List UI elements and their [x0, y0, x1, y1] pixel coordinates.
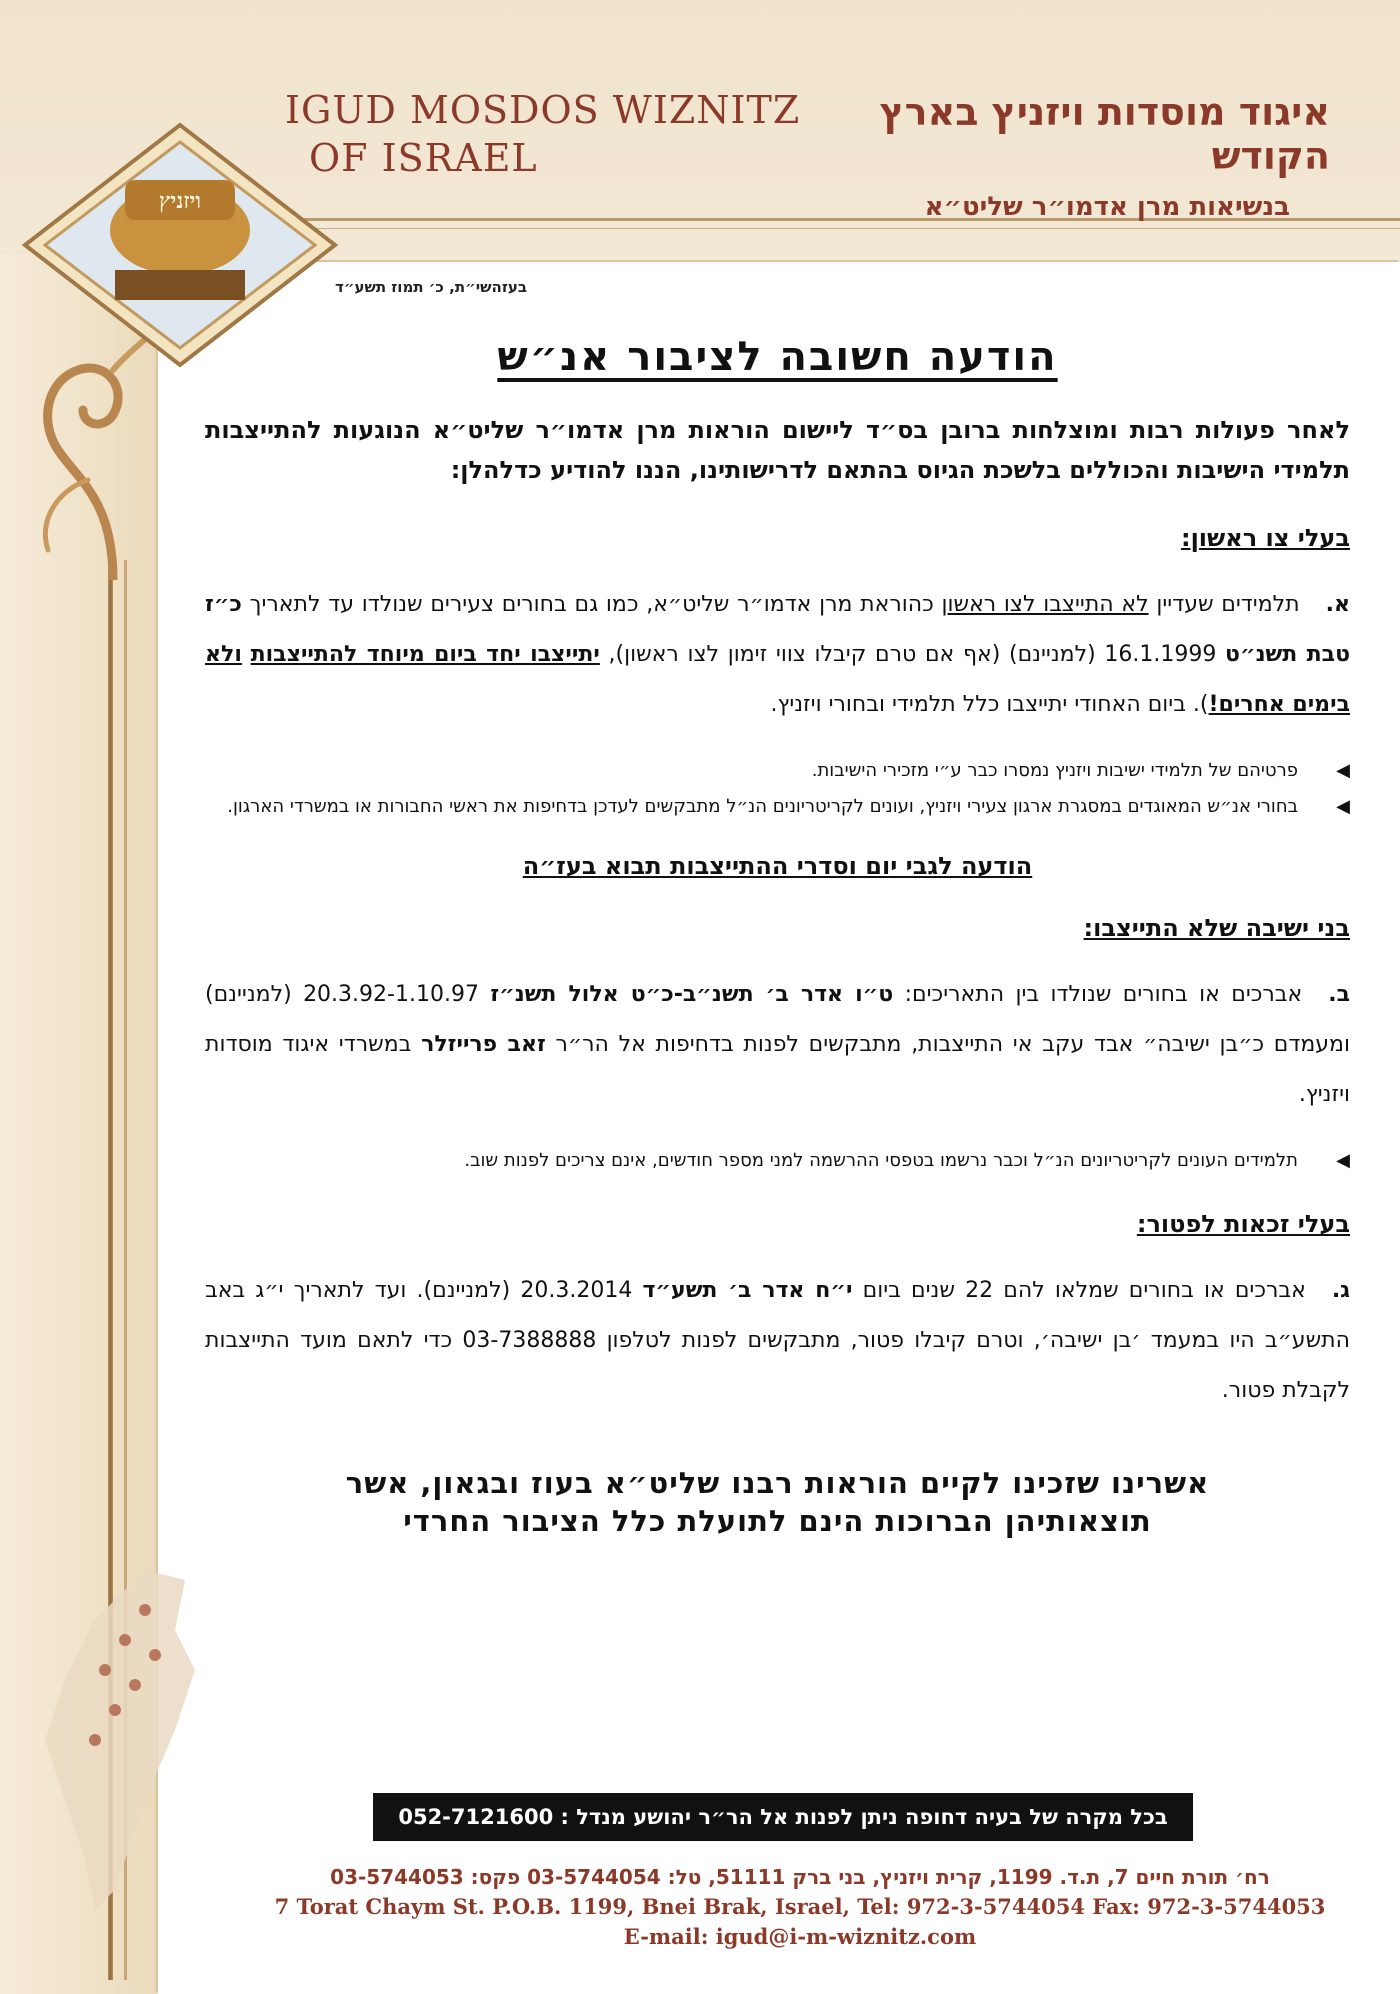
para-a-text-5: ). ביום האחודי יתייצבו כלל תלמידי ובחורי ויזניץ. — [770, 692, 1209, 717]
para-a-underline-1: לא התייצבו לצו ראשון — [941, 592, 1149, 617]
para-a-text-1: תלמידים שעדיין — [1148, 592, 1300, 617]
letterhead-rule-thin — [170, 228, 1400, 229]
section-heading-yeshiva: בני ישיבה שלא התייצבו: — [1083, 914, 1350, 942]
paragraph-a — [205, 580, 1350, 730]
letter-body — [205, 300, 1350, 1540]
list-item — [205, 756, 1350, 786]
para-c-bold-date: י״ח אדר ב׳ תשע״ד — [642, 1278, 853, 1303]
para-a-bold-underline-2: ולא בימים אחרים! — [205, 642, 1350, 717]
para-a-number: א. — [1325, 592, 1351, 617]
section-heading-first-draft: בעלי צו ראשון: — [1180, 524, 1350, 552]
para-b-text-2: 20.3.92-1.10.97 (למניינם) ומעמדם כ״בן ישיבה״ אבד עקב אי התייצבות, מתבקשים לפנות בדחיפות אל הר״ר — [205, 982, 1350, 1057]
bullet-text: בחורי אנ״ש המאוגדים במסגרת ארגון צעירי ויזניץ, ועונים לקריטריונים הנ״ל מתבקשים לעדכן בדחיפות את ראשי החבורות או במשרדי הארגון. — [227, 796, 1298, 817]
bullet-text: תלמידים העונים לקריטריונים הנ״ל וכבר נרשמו בטפסי ההרשמה למני מספר חודשים, אינם צריכים לפנות שוב. — [464, 1150, 1298, 1171]
org-name-english — [285, 88, 805, 180]
arrow-left-icon: ◀ — [1336, 1150, 1350, 1171]
para-a-text-3: 16.1.1999 (למניינם) (אף אם טרם קיבלו צווי זימון לצו ראשון), — [599, 642, 1226, 667]
footer-address-hebrew: רח׳ תורת חיים 7, ת.ד. 1199, קרית ויזניץ, בני ברק 51111, טל: 03-5744054 פקס: 03-5744053 — [330, 1865, 1270, 1889]
para-b-bold-name: זאב פרייזלר — [421, 1032, 546, 1057]
para-c-number: ג. — [1331, 1278, 1351, 1303]
bullet-list-b — [205, 1146, 1350, 1176]
document-date: בעזהשי״ת, כ׳ תמוז תשע״ד — [335, 278, 527, 296]
urgent-contact-bar: בכל מקרה של בעיה דחופה ניתן לפנות אל הר״ר יהושע מנדל : 052-7121600 — [373, 1793, 1193, 1841]
arrow-left-icon: ◀ — [1336, 796, 1350, 817]
closing-statement — [205, 1464, 1350, 1540]
org-name-hebrew — [810, 90, 1330, 222]
section-heading-exemption: בעלי זכאות לפטור: — [1136, 1210, 1350, 1238]
para-c-text-1: אברכים או בחורים שמלאו להם 22 שנים ביום — [852, 1278, 1306, 1303]
para-b-text-1: אברכים או בחורים שנולדו בין התאריכים: — [893, 982, 1303, 1007]
org-name-he-line2: בנשיאות מרן אדמו״ר שליט״א — [924, 192, 1290, 222]
letterhead-footer — [260, 1862, 1340, 1952]
para-a-bold-date: כ״ז טבת תשנ״ט — [205, 592, 1351, 667]
org-name-he-line1: איגוד מוסדות ויזניץ בארץ הקודש — [879, 90, 1330, 178]
para-b-number: ב. — [1328, 982, 1351, 1007]
para-c-text-2: 20.3.2014 (למניינם). ועד לתאריך י״ג באב התשע״ב היו במעמד ׳בן ישיבה׳, וטרם קיבלו פטור, מתבקשים לפנות לטלפון 03-7388888 כדי לתאם מועד התייצבות לקבלת פטור. — [205, 1278, 1350, 1403]
footer-email: E-mail: igud@i-m-wiznitz.com — [623, 1924, 977, 1949]
paragraph-c — [205, 1266, 1350, 1416]
org-name-en-line2: OF ISRAEL — [309, 136, 538, 180]
closing-line-2: תוצאותיהן הברוכות הינם לתועלת כלל הציבור החרדי — [403, 1504, 1152, 1538]
bullet-text: פרטיהם של תלמידי ישיבות ויזניץ נמסרו כבר ע״י מזכירי הישיבות. — [811, 760, 1298, 781]
footer-address-english: 7 Torat Chaym St. P.O.B. 1199, Bnei Brak, Israel, Tel: 972-3-5744054 Fax: 972-3-5744053 — [274, 1894, 1326, 1919]
arrow-left-icon: ◀ — [1336, 760, 1350, 781]
closing-line-1: אשרינו שזכינו לקיים הוראות רבנו שליט״א בעוז ובגאון, אשר — [345, 1466, 1210, 1500]
israel-map-icon — [25, 1560, 225, 1920]
schedule-notice: הודעה לגבי יום וסדרי ההתייצבות תבוא בעז״ה — [522, 852, 1033, 880]
bullet-list-a — [205, 756, 1350, 822]
list-item — [205, 792, 1350, 822]
para-b-bold-dates: ט״ו אדר ב׳ תשנ״ב-כ״ט אלול תשנ״ז — [490, 982, 894, 1007]
list-item — [205, 1146, 1350, 1176]
logo-text: ויזניץ — [159, 188, 201, 214]
paragraph-b — [205, 970, 1350, 1120]
intro-paragraph: לאחר פעולות רבות ומוצלחות ברובן בס״ד ליישום הוראות מרן אדמו״ר שליט״א הנוגעות להתייצבות תלמידי הישיבות והכוללים בלשכת הגיוס בהתאם לדרישותינו, הננו להודיע כדלהלן: — [205, 416, 1350, 484]
page-title: הודעה חשובה לציבור אנ״ש — [497, 334, 1058, 380]
para-a-space — [242, 642, 251, 667]
org-name-en-line1: IGUD MOSDOS WIZNITZ — [285, 88, 801, 132]
para-b-text-3: במשרדי איגוד מוסדות ויזניץ. — [205, 1032, 1350, 1107]
para-a-bold-underline-1: יתייצבו יחד ביום מיוחד להתייצבות — [250, 642, 600, 667]
para-a-text-2: כהוראת מרן אדמו״ר שליט״א, כמו גם בחורים צעירים שנולדו עד לתאריך — [241, 592, 942, 617]
